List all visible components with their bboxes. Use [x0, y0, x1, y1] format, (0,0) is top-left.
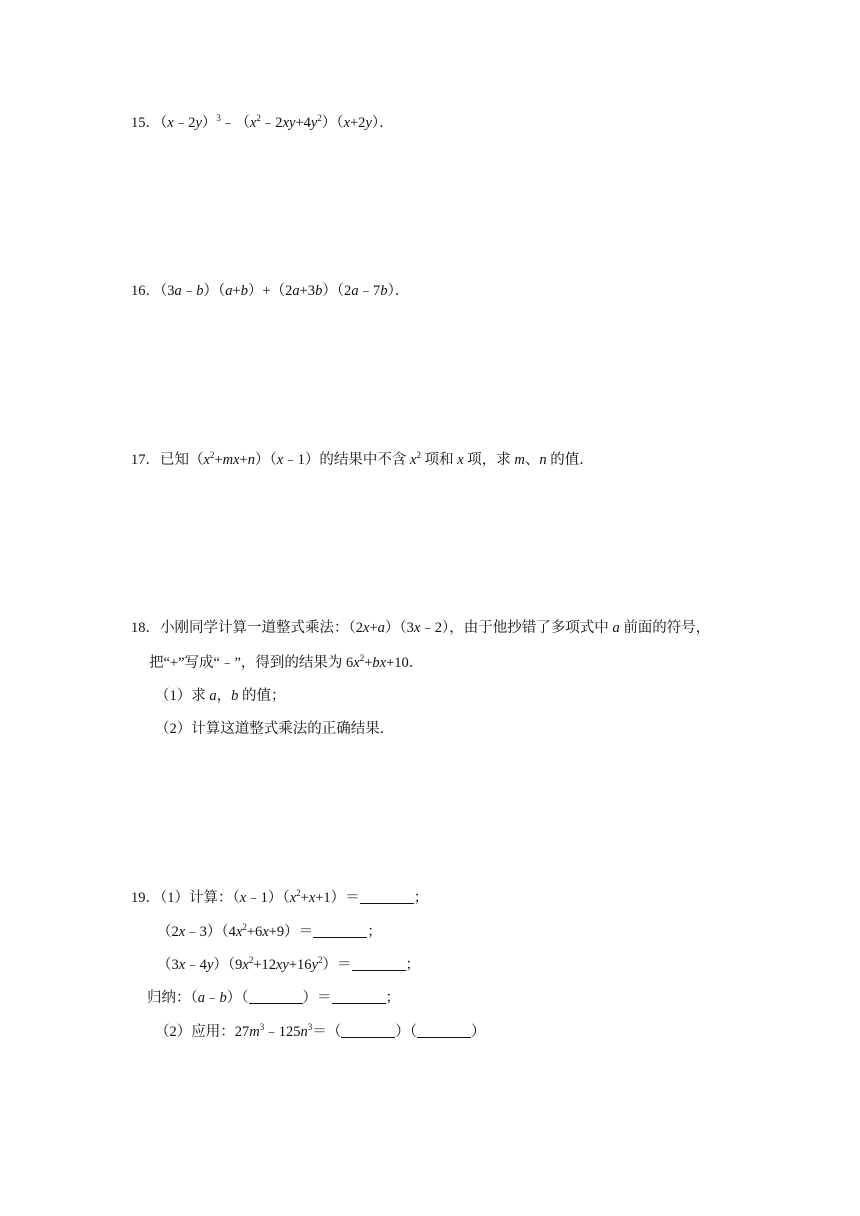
problem-18-part-2: （2）计算这道整式乘法的正确结果． — [155, 721, 395, 737]
answer-blank[interactable] — [417, 1023, 471, 1038]
problem-18-part-1: （1）求 a，b 的值； — [155, 688, 286, 704]
problem-19-line-2: $(2x﹣3)(4x^2+6x+9)=$ ； — [157, 922, 382, 940]
problem-18-line-1: 18．小刚同学计算一道整式乘法：（2x+a）（3x﹣2），由于他抄错了多项式中 a 前面的符号， — [131, 620, 711, 636]
problem-19-line-4: 归纳：（a﹣b）（ ）＝ ； — [147, 990, 400, 1006]
answer-blank[interactable] — [352, 956, 406, 971]
problem-19-line-3: $(3x﹣4y)(9x^2+12xy+16y^2)=$ ； — [157, 955, 420, 973]
answer-blank[interactable] — [313, 923, 367, 938]
problem-17: 17．已知$(x^2+mx+n)(x﹣1)$的结果中不含 $x^2$ 项和 x 项，求 m、n 的值． — [131, 450, 594, 468]
problem-16: 16．（3a﹣b）（a+b）+（2a+3b）（2a﹣7b）． — [131, 283, 410, 299]
problem-18-line-2: 把“+”写成“﹣”，得到的结果为 $6x^2+bx+10$． — [149, 653, 424, 671]
answer-blank[interactable] — [341, 1023, 395, 1038]
answer-blank[interactable] — [249, 989, 303, 1004]
problem-19-line-1: 19．（1）计算：$(x﹣1)(x^2+x+1)=$ ； — [131, 888, 429, 906]
problem-19-line-5: （2）应用：$27m^3﹣125n^3=$（ ）（ ） — [155, 1022, 486, 1040]
problem-15: 15．$(x﹣2y)^3﹣(x^2﹣2xy+4y^2)(x+2y)$． — [131, 113, 394, 131]
answer-blank[interactable] — [360, 889, 414, 904]
answer-blank[interactable] — [332, 989, 386, 1004]
